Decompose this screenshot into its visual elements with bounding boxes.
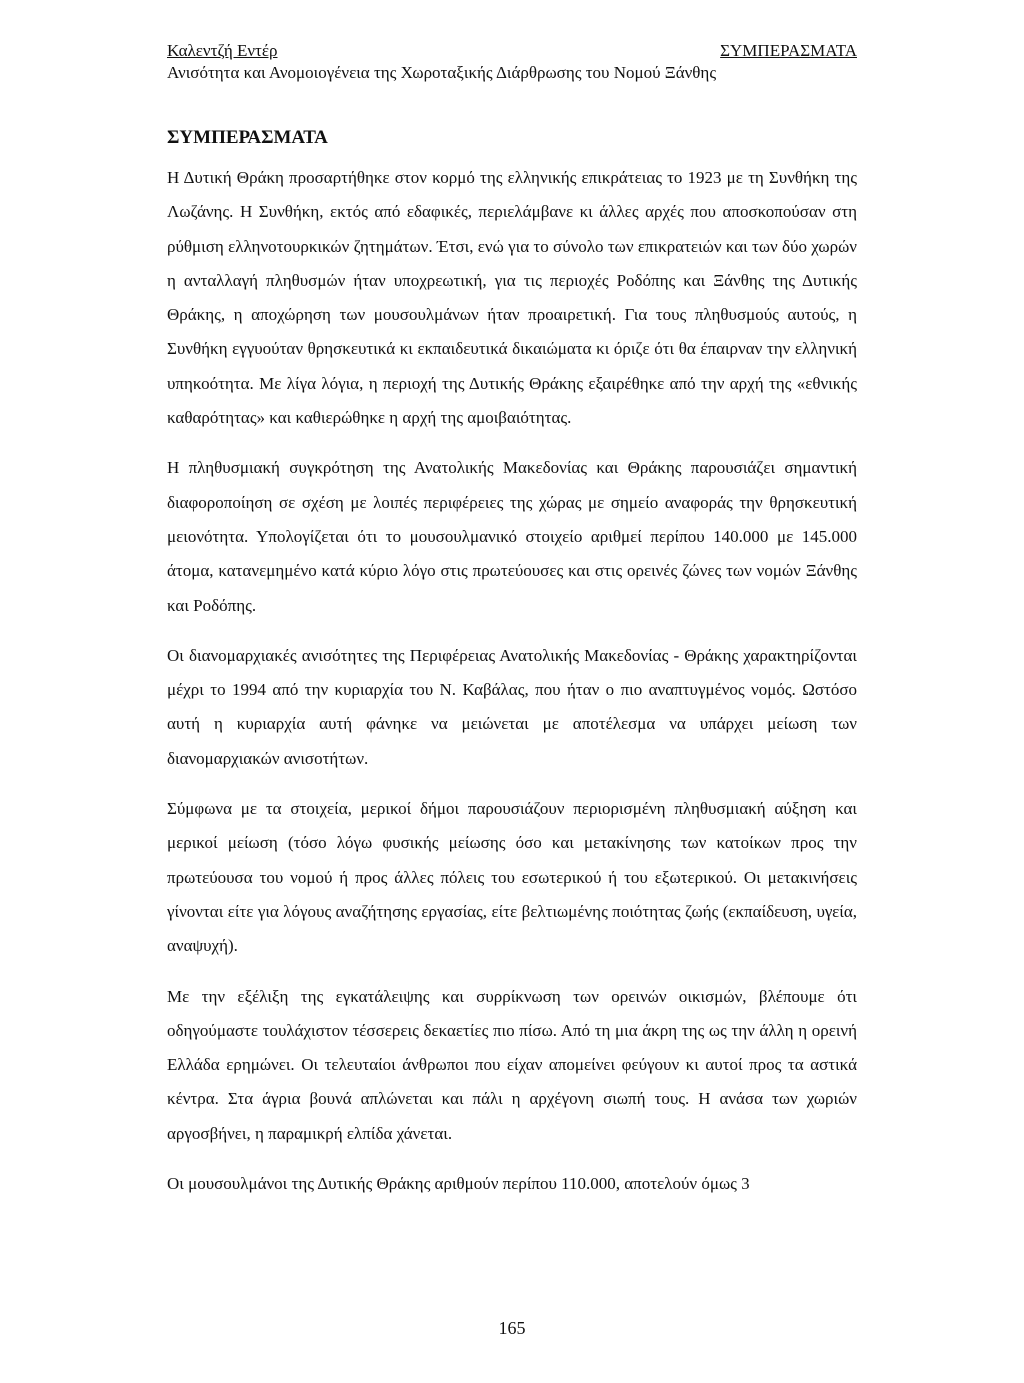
section-heading: ΣΥΜΠΕΡΑΣΜΑΤΑ (167, 127, 328, 148)
paragraph-2: Η πληθυσμιακή συγκρότηση της Ανατολικής Μακεδονίας και Θράκης παρουσιάζει σημαντική διαφοροποίηση σε σχέση με λοιπές περιφέρειες της χώρας με σημείο αναφοράς την θρησκευτική μειονότητα. Υπολογίζεται ότι το μουσουλμανικό στοιχείο αριθμεί περίπου 140.000 με 145.000 άτομα, κατανεμημένο κατά κύριο λόγο στις πρωτεύουσες και στις ορεινές ζώνες των νομών Ξάνθης και Ροδόπης. (167, 458, 857, 615)
page-number: 165 (498, 1318, 526, 1338)
running-header (167, 40, 857, 84)
paragraph-1: Η Δυτική Θράκη προσαρτήθηκε στον κορμό της ελληνικής επικράτειας το 1923 με τη Συνθήκη της Λωζάνης. Η Συνθήκη, εκτός από εδαφικές, περιελάμβανε κι άλλες αρχές που αποσκοπούσαν στη ρύθμιση ελληνοτουρκικών ζητημάτων. Έτσι, ενώ για το σύνολο των επικρατειών και των δύο χωρών η ανταλλαγή πληθυσμών ήταν υποχρεωτική, για τις περιοχές Ροδόπης και Ξάνθης της Δυτικής Θράκης, η αποχώρηση των μουσουλμάνων ήταν προαιρετική. Για τους πληθυσμούς αυτούς, η Συνθήκη εγγυούταν θρησκευτικά κι εκπαιδευτικά δικαιώματα κι όριζε ότι θα έπαιρναν την ελληνική υπηκοότητα. Με λίγα λόγια, η περιοχή της Δυτικής Θράκης εξαιρέθηκε από την αρχή της «εθνικής καθαρότητας» και καθιερώθηκε η αρχή της αμοιβαιότητας. (167, 168, 857, 428)
header-section: ΣΥΜΠΕΡΑΣΜΑΤΑ (720, 41, 857, 60)
header-author: Καλεντζή Εντέρ (167, 41, 278, 60)
paragraph-6: Οι μουσουλμάνοι της Δυτικής Θράκης αριθμούν περίπου 110.000, αποτελούν όμως 3 (167, 1174, 750, 1194)
paragraph-5: Με την εξέλιξη της εγκατάλειψης και συρρίκνωση των ορεινών οικισμών, βλέπουμε ότι οδηγούμαστε τουλάχιστον τέσσερεις δεκαετίες πιο πίσω. Από τη μια άκρη της ως την άλλη η ορεινή Ελλάδα ερημώνει. Οι τελευταίοι άνθρωποι που είχαν απομείνει φεύγουν κι αυτοί προς τα αστικά κέντρα. Στα άγρια βουνά απλώνεται και πάλι η αρχέγονη σιωπή τους. Η ανάσα των χωριών αργοσβήνει, η παραμικρή ελπίδα χάνεται. (167, 986, 857, 1143)
paragraph-3: Οι διανομαρχιακές ανισότητες της Περιφέρειας Ανατολικής Μακεδονίας - Θράκης χαρακτηρίζονται μέχρι το 1994 από την κυριαρχία του Ν. Καβάλας, που ήταν ο πιο αναπτυγμένος νομός. Ωστόσο αυτή η κυριαρχία αυτή φάνηκε να μειώνεται με αποτέλεσμα να υπάρχει μείωση των διανομαρχιακών ανισοτήτων. (167, 645, 857, 768)
document-page (167, 40, 857, 1217)
header-title: Ανισότητα και Ανομοιογένεια της Χωροταξικής Διάρθρωσης του Νομού Ξάνθης (167, 63, 717, 82)
paragraph-4: Σύμφωνα με τα στοιχεία, μερικοί δήμοι παρουσιάζουν περιορισμένη πληθυσμιακή αύξηση και μερικοί μείωση (τόσο λόγω φυσικής μείωσης όσο και μετακίνησης των κατοίκων προς την πρωτεύουσα του νομού ή προς άλλες πόλεις του εσωτερικού ή του εξωτερικού. Οι μετακινήσεις γίνονται είτε για λόγους αναζήτησης εργασίας, είτε βελτιωμένης ποιότητας ζωής (εκπαίδευση, υγεία, αναψυχή). (167, 799, 857, 956)
running-header-row (167, 40, 857, 62)
